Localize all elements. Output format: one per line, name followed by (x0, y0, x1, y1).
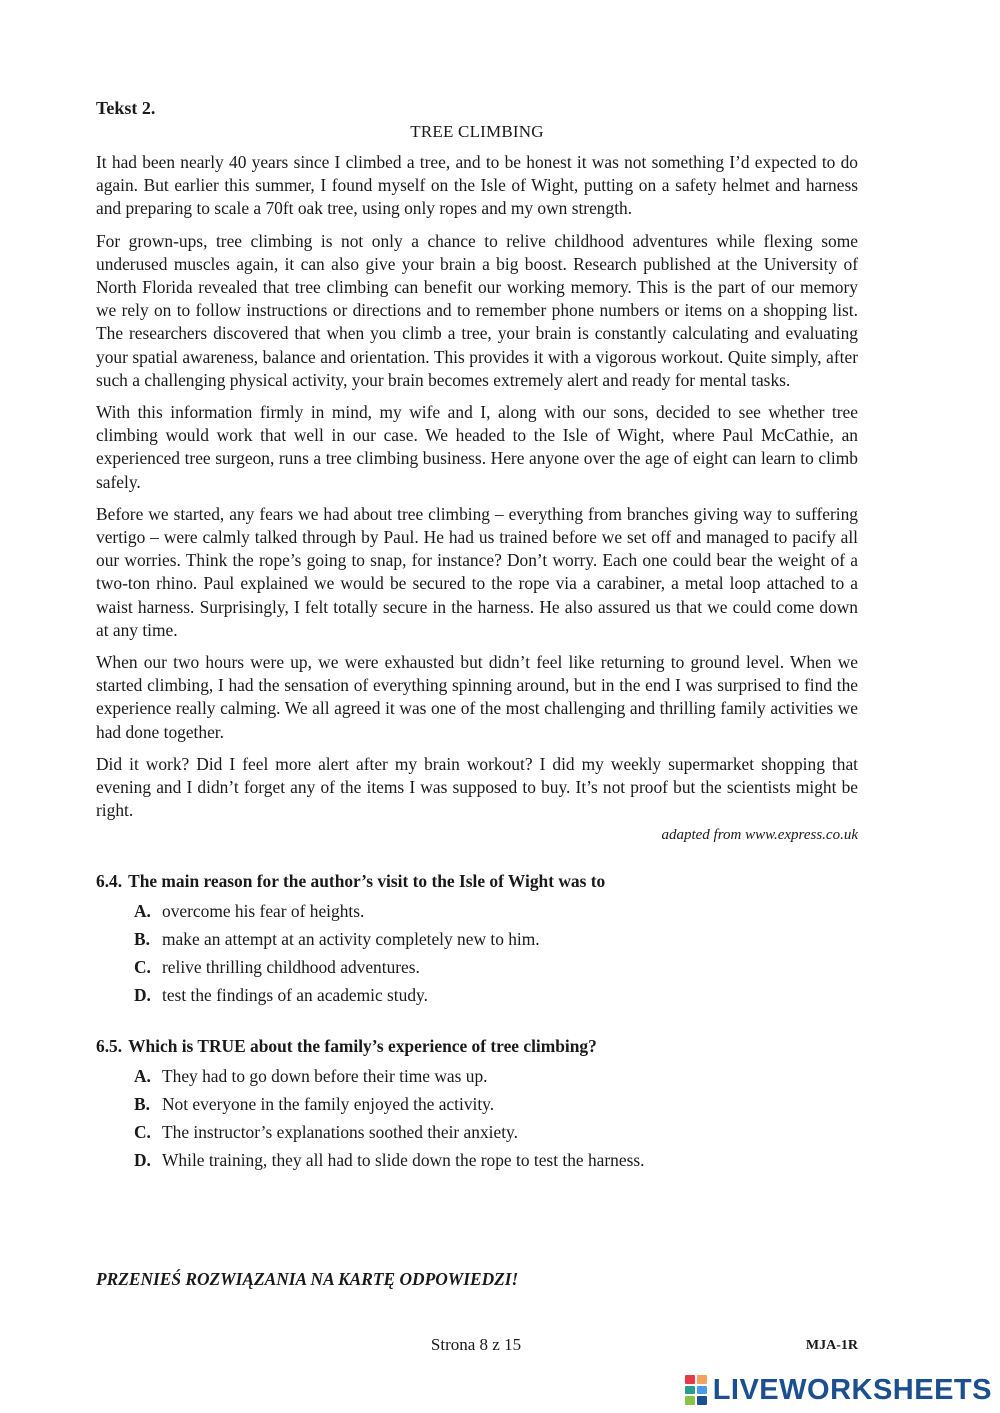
answer-option-a[interactable] (134, 897, 858, 925)
question-text: The main reason for the author’s visit to the Isle of Wight was to (128, 871, 606, 892)
liveworksheets-logo-icon (685, 1375, 707, 1405)
logo-cell (685, 1396, 695, 1405)
answer-option-c[interactable] (134, 1118, 858, 1146)
option-text: relive thrilling childhood adventures. (162, 957, 420, 978)
answer-options (134, 897, 858, 1009)
transfer-answers-instruction: PRZENIEŚ ROZWIĄZANIA NA KARTĘ ODPOWIEDZI! (96, 1269, 519, 1289)
logo-cell (697, 1396, 707, 1405)
question-number: 6.4. (96, 871, 123, 892)
document-page (96, 96, 858, 1174)
article-body (96, 151, 858, 845)
logo-cell (697, 1386, 707, 1395)
answer-option-d[interactable] (134, 981, 858, 1009)
answer-option-c[interactable] (134, 953, 858, 981)
liveworksheets-watermark[interactable] (685, 1374, 992, 1406)
answer-option-a[interactable] (134, 1062, 858, 1090)
option-text: They had to go down before their time was up. (162, 1066, 488, 1087)
option-text: While training, they all had to slide down the rope to test the harness. (162, 1150, 645, 1171)
article-paragraph: Did it work? Did I feel more alert after my brain workout? I did my weekly supermarket shopping that evening and I didn’t forget any of the items I was supposed to buy. It’s not proof but the scientists might be right. (96, 753, 858, 821)
option-letter: B. (134, 1094, 150, 1115)
option-text: The instructor’s explanations soothed their anxiety. (162, 1122, 518, 1143)
answer-option-d[interactable] (134, 1146, 858, 1174)
answer-options (134, 1062, 858, 1174)
answer-option-b[interactable] (134, 925, 858, 953)
exam-code: MJA-1R (805, 1338, 858, 1353)
question-stem (96, 869, 858, 893)
question-text: Which is TRUE about the family’s experience of tree climbing? (128, 1036, 597, 1057)
article-paragraph: When our two hours were up, we were exhausted but didn’t feel like returning to ground level. When we started climbing, I had the sensation of everything spinning around, but in the end I was surprised to find the experience really calming. We all agreed it was one of the most challenging and thrilling family activities we had done together. (96, 652, 858, 742)
option-letter: C. (134, 957, 151, 978)
article-paragraph: Before we started, any fears we had about tree climbing – everything from branches giving way to suffering vertigo – were calmly talked through by Paul. He had us trained before we set off and managed to pacify all our worries. Think the rope’s going to snap, for instance? Don’t worry. Each one could bear the weight of a two-ton rhino. Paul explained we would be secured to the rope via a carabiner, a metal loop attached to a waist harness. Surprisingly, I felt totally secure in the harness. He also assured us that we could come down at any time. (96, 503, 858, 640)
option-text: overcome his fear of heights. (162, 901, 365, 922)
answer-option-b[interactable] (134, 1090, 858, 1118)
liveworksheets-brand-text: LIVEWORKSHEETS (712, 1374, 992, 1406)
question-6-4 (96, 869, 858, 1009)
article-title: TREE CLIMBING (410, 122, 544, 141)
question-number: 6.5. (96, 1036, 123, 1057)
logo-cell (697, 1375, 707, 1384)
article-paragraph: For grown-ups, tree climbing is not only a chance to relive childhood adventures while flexing some underused muscles again, it can also give your brain a big boost. Research published at the University of North Florida revealed that tree climbing can benefit our working memory. This is the part of our memory we rely on to follow instructions or directions and to remember phone numbers or items on a shopping list. The researchers discovered that when you climb a tree, your brain is constantly calculating and evaluating your spatial awareness, balance and orientation. This provides it with a vigorous workout. Quite simply, after such a challenging physical activity, your brain becomes extremely alert and ready for mental tasks. (96, 230, 858, 390)
option-letter: C. (134, 1122, 151, 1143)
option-letter: D. (134, 985, 151, 1006)
page-number: Strona 8 z 15 (430, 1335, 522, 1354)
article-paragraph: It had been nearly 40 years since I climbed a tree, and to be honest it was not something I’d expected to do again. But earlier this summer, I found myself on the Isle of Wight, putting on a safety helmet and harness and preparing to scale a 70ft oak tree, using only ropes and my own strength. (96, 152, 858, 219)
question-stem (96, 1034, 858, 1058)
section-label: Tekst 2. (96, 98, 156, 118)
option-letter: B. (134, 929, 150, 950)
option-text: test the findings of an academic study. (162, 985, 428, 1006)
logo-cell (685, 1386, 695, 1395)
logo-cell (685, 1375, 695, 1384)
option-text: Not everyone in the family enjoyed the activity. (162, 1094, 495, 1115)
option-letter: D. (134, 1150, 151, 1171)
article-source: adapted from www.express.co.uk (661, 827, 858, 844)
option-letter: A. (134, 901, 151, 922)
option-letter: A. (134, 1066, 151, 1087)
article-paragraph: With this information firmly in mind, my wife and I, along with our sons, decided to see whether tree climbing would work that well in our case. We headed to the Isle of Wight, where Paul McCathie, an experienced tree surgeon, runs a tree climbing business. Here anyone over the age of eight can learn to climb safely. (96, 402, 858, 492)
option-text: make an attempt at an activity completely new to him. (162, 929, 540, 950)
question-6-5 (96, 1034, 858, 1174)
